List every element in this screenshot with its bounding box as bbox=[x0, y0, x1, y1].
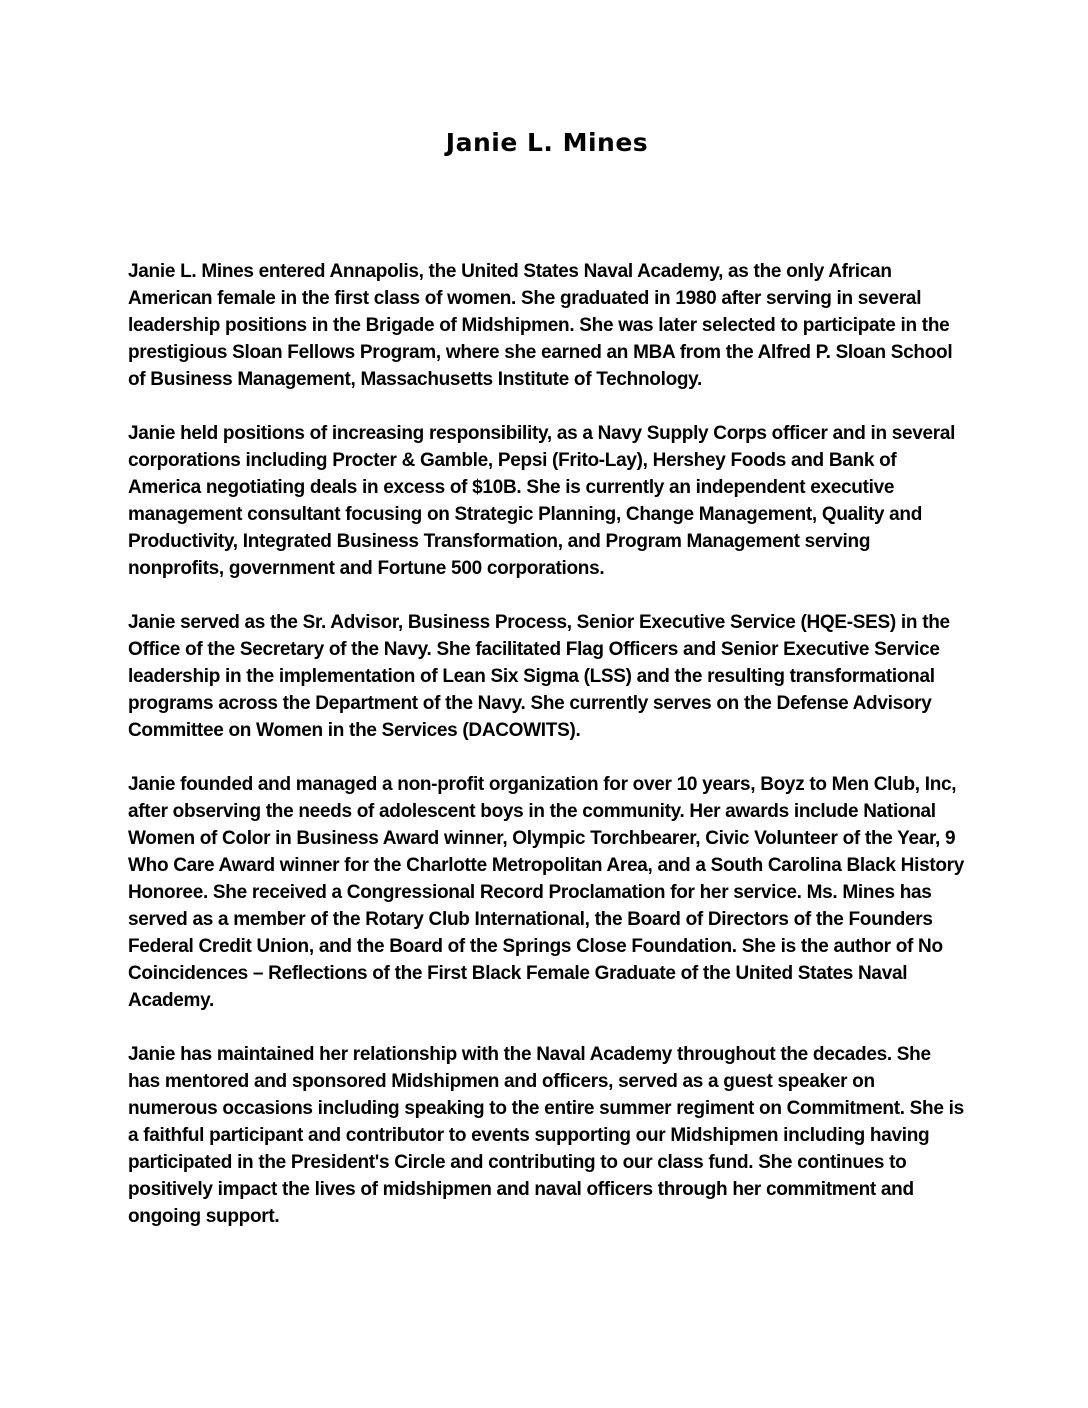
document-title: Janie L. Mines bbox=[445, 128, 649, 157]
paragraph-career: Janie held positions of increasing responsibility, as a Navy Supply Corps officer and in several corporations including Procter & Gamble, Pepsi (Frito-Lay), Hershey Foods and Bank of America negotiating deals in excess of $10B. She is currently an independent executive management consultant focusing on Strategic Planning, Change Management, Quality and Productivity, Integrated Business Transformation, and Program Management serving nonprofits, government and Fortune 500 corporations. bbox=[128, 423, 956, 579]
paragraph-naval-academy-relationship: Janie has maintained her relationship with the Naval Academy throughout the decades. She has mentored and sponsored Midshipmen and officers, served as a guest speaker on numerous occasions including speaking to the entire summer regiment on Commitment. She is a faithful participant and contributor to events supporting our Midshipmen including having participated in the President's Circle and contributing to our class fund. She continues to positively impact the lives of midshipmen and naval officers through her commitment and ongoing support. bbox=[128, 1044, 964, 1227]
paragraph-navy-service: Janie served as the Sr. Advisor, Business Process, Senior Executive Service (HQE-SES) in the Office of the Secretary of the Navy. She facilitated Flag Officers and Senior Executive Service leadership in the implementation of Lean Six Sigma (LSS) and the resulting transformational programs across the Department of the Navy. She currently serves on the Defense Advisory Committee on Women in the Services (DACOWITS). bbox=[128, 612, 950, 741]
paragraph-bio-intro: Janie L. Mines entered Annapolis, the United States Naval Academy, as the only African American female in the first class of women. She graduated in 1980 after serving in several leadership positions in the Brigade of Midshipmen. She was later selected to participate in the prestigious Sloan Fellows Program, where she earned an MBA from the Alfred P. Sloan School of Business Management, Massachusetts Institute of Technology. bbox=[128, 261, 953, 390]
paragraph-nonprofit-awards: Janie founded and managed a non-profit organization for over 10 years, Boyz to Men Club, Inc, after observing the needs of adolescent boys in the community. Her awards include National Women of Color in Business Award winner, Olympic Torchbearer, Civic Volunteer of the Year, 9 Who Care Award winner for the Charlotte Metropolitan Area, and a South Carolina Black History Honoree. She received a Congressional Record Proclamation for her service. Ms. Mines has served as a member of the Rotary Club International, the Board of Directors of the Founders Federal Credit Union, and the Board of the Springs Close Foundation. She is the author of No Coincidences – Reflections of the First Black Female Graduate of the United States Naval Academy. bbox=[128, 774, 965, 1011]
document-body bbox=[128, 258, 966, 1230]
